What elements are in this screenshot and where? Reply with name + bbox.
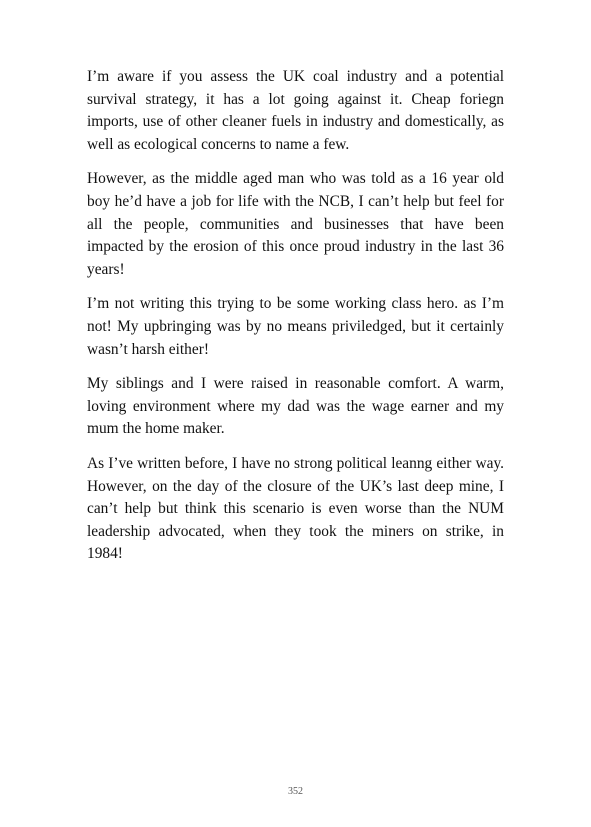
paragraph-2: However, as the middle aged man who was told as a 16 year old boy he’d have a job for life with the NCB, I can’t help but feel for all the people, communities and businesses that have been impacted by the erosion of this once proud industry in the last 36 years! xyxy=(87,170,504,278)
paragraph-4: My siblings and I were raised in reasonable comfort. A warm, loving environment where my dad was the wage earner and my mum the home maker. xyxy=(87,375,504,438)
paragraph-3: I’m not writing this trying to be some working class hero. as I’m not! My upbringing was by no means priviledged, but it certainly wasn’t harsh either! xyxy=(87,295,504,358)
paragraph-5: As I’ve written before, I have no strong political leanng either way. However, on the day of the closure of the UK’s last deep mine, I can’t help but think this scenario is even worse than the NUM leadership advocated, when they took the miners on strike, in 1984! xyxy=(87,454,504,563)
page-number: 352 xyxy=(288,786,303,797)
paragraph-1: I’m aware if you assess the UK coal industry and a potential survival strategy, it has a lot going against it. Cheap foriegn imports, use of other cleaner fuels in industry and domestically, as well as ecological concerns to name a few. xyxy=(87,68,504,153)
body-text xyxy=(87,66,504,578)
